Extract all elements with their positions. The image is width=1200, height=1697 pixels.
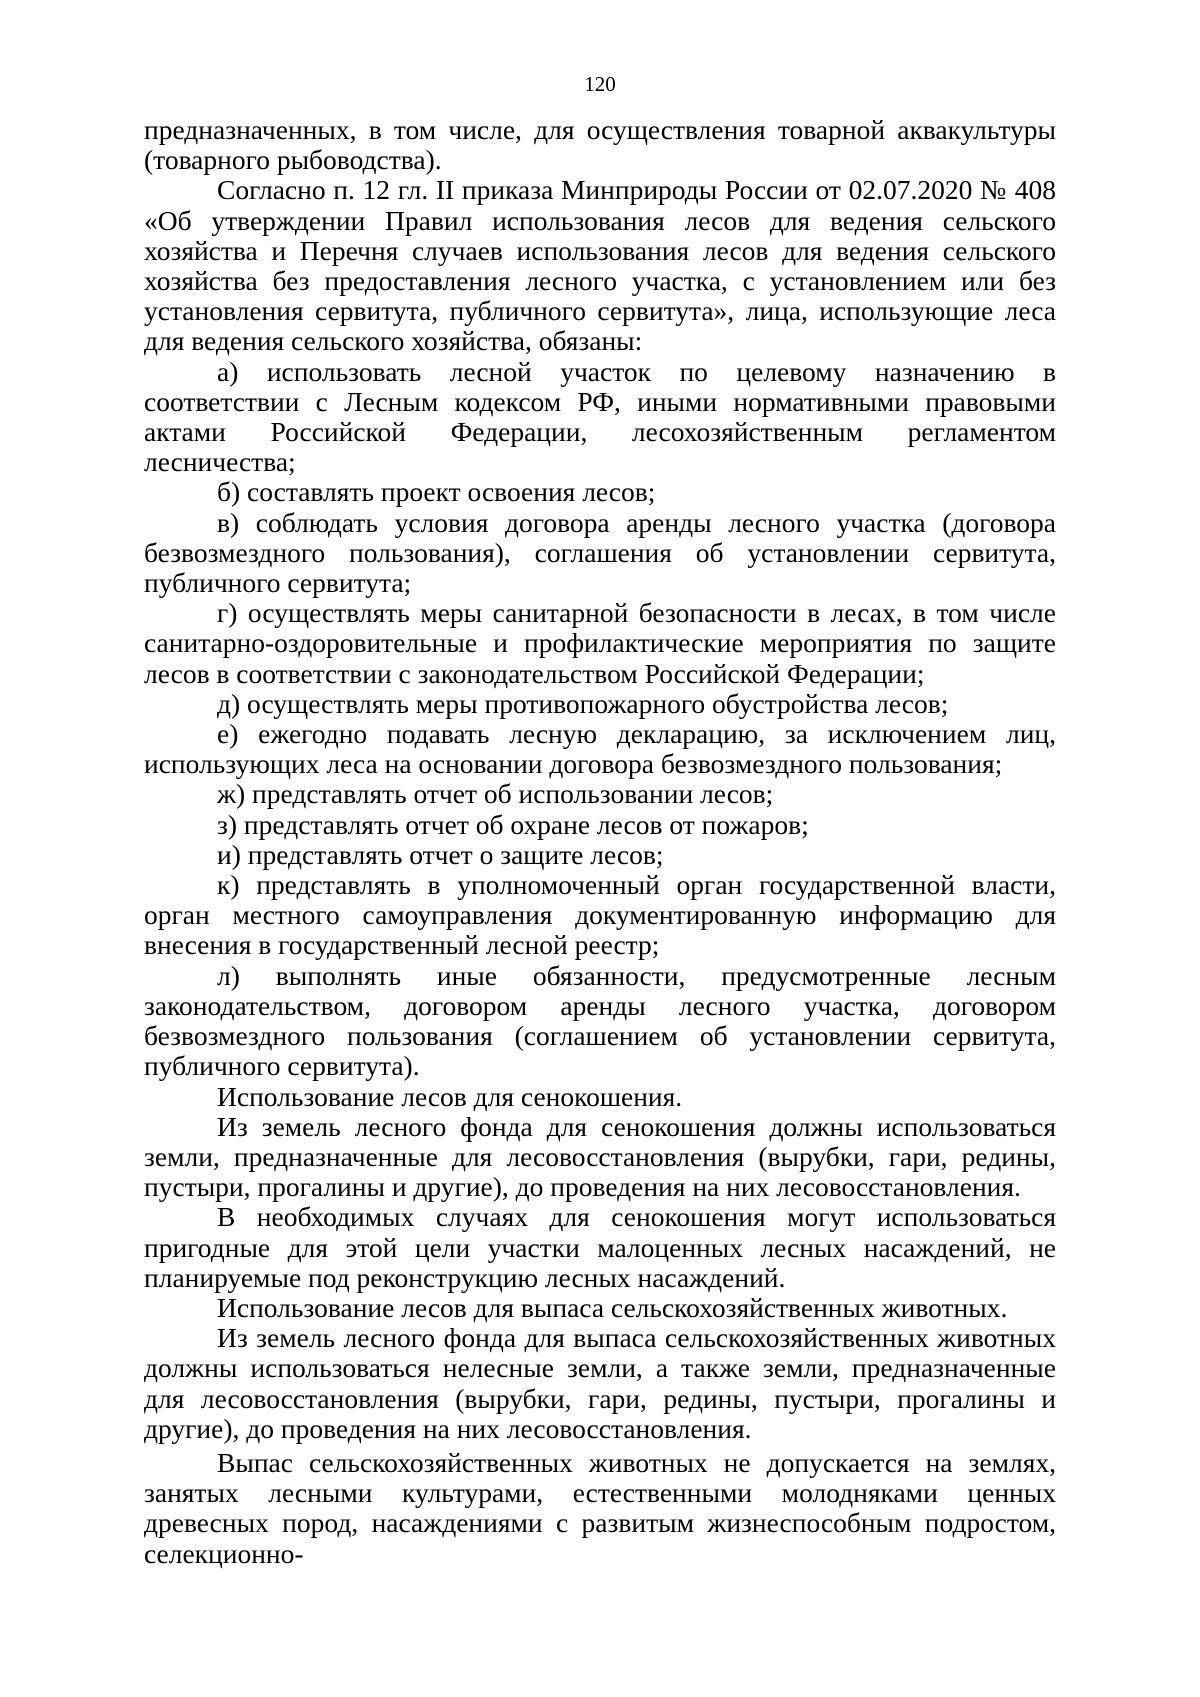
paragraph-order-reference: Согласно п. 12 гл. II приказа Минприроды России от 02.07.2020 № 408 «Об утверждении Правил использования лесов для ведения сельского хозяйства и Перечня случаев использования лесов для ведения сельского хозяйства без предоставления лесного участка, с установлением или без установления сервитута, публичного сервитута», лица, использующие леса для ведения сельского хозяйства, обязаны: (144, 174, 1056, 357)
section-heading-grazing: Использование лесов для выпаса сельскохозяйственных животных. (217, 1291, 1008, 1323)
paragraph-haymaking-lands: Из земель лесного фонда для сенокошения должны использоваться земли, предназначенные для лесовосстановления (вырубки, гари, редины, пустыри, прогалины и другие), до проведения на них лесовосстановления. (144, 1110, 1056, 1203)
list-item-v: в) соблюдать условия договора аренды лесного участка (договора безвозмездного пользования), соглашения об установлении сервитута, публичного сервитута; (144, 506, 1056, 599)
list-item-d: д) осуществлять меры противопожарного обустройства лесов; (217, 687, 949, 719)
list-item-a: а) использовать лесной участок по целевому назначению в соответствии с Лесным кодексом РФ, иными нормативными правовыми актами Российской Федерации, лесохозяйственным регламентом лесничества; (144, 355, 1056, 478)
list-item-e: е) ежегодно подавать лесную декларацию, за исключением лиц, использующих леса на основании договора безвозмездного пользования; (144, 718, 1056, 780)
paragraph-continuation: предназначенных, в том числе, для осуществления товарной аквакультуры (товарного рыбоводства). (144, 114, 1056, 176)
list-item-l: л) выполнять иные обязанности, предусмотренные лесным законодательством, договором аренды лесного участка, договором безвозмездного пользования (соглашением об установлении сервитута, публичного сервитута). (144, 959, 1056, 1082)
section-heading-haymaking: Использование лесов для сенокошения. (217, 1080, 683, 1112)
paragraph-grazing-restrictions: Выпас сельскохозяйственных животных не допускается на землях, занятых лесными культурами, естественными молодняками ценных древесных пород, насаждениями с развитым жизнеспособным подростом, селекционно- (144, 1446, 1056, 1569)
paragraph-haymaking-low-value: В необходимых случаях для сенокошения могут использоваться пригодные для этой цели участки малоценных лесных насаждений, не планируемые под реконструкцию лесных насаждений. (144, 1201, 1056, 1293)
list-item-b: б) составлять проект освоения лесов; (217, 476, 656, 508)
list-item-g: г) осуществлять меры санитарной безопасности в лесах, в том числе санитарно-оздоровительные и профилактические мероприятия по защите лесов в соответствии с законодательством Российской Федерации; (144, 597, 1056, 689)
list-item-k: к) представлять в уполномоченный орган государственной власти, орган местного самоуправления документированную информацию для внесения в государственный лесной реестр; (144, 869, 1056, 961)
list-item-i: и) представлять отчет о защите лесов; (217, 838, 664, 870)
paragraph-grazing-lands: Из земель лесного фонда для выпаса сельскохозяйственных животных должны использоваться нелесные земли, а также земли, предназначенные для лесовосстановления (вырубки, гари, редины, пустыри, прогалины и другие), до проведения на них лесовосстановления. (144, 1322, 1056, 1444)
list-item-z: з) представлять отчет об охране лесов от пожаров; (217, 808, 809, 840)
page-number: 120 (584, 72, 616, 96)
list-item-zh: ж) представлять отчет об использовании лесов; (217, 778, 774, 810)
document-body (144, 115, 1056, 1569)
